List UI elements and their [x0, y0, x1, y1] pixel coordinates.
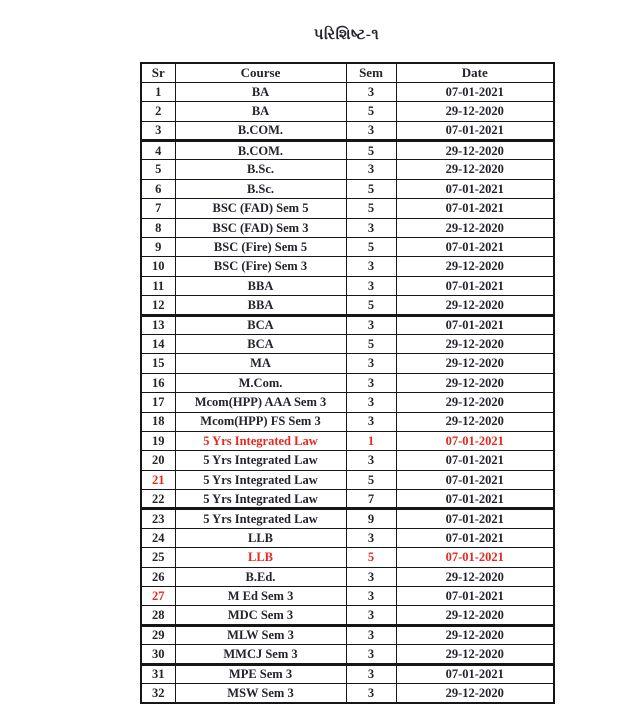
- column-header-date: Date: [396, 63, 554, 82]
- cell-date: 29-12-2020: [396, 625, 554, 644]
- table-row: [141, 625, 554, 644]
- cell-sr: 28: [141, 606, 175, 625]
- cell-date: 07-01-2021: [396, 315, 554, 334]
- cell-sr: 24: [141, 528, 175, 547]
- table-row: [141, 141, 554, 160]
- cell-course: 5 Yrs Integrated Law: [175, 509, 346, 528]
- cell-sem: 3: [346, 160, 396, 179]
- table-row: [141, 315, 554, 334]
- cell-sem: 3: [346, 257, 396, 276]
- table-row: [141, 160, 554, 179]
- cell-date: 29-12-2020: [396, 393, 554, 412]
- cell-sem: 3: [346, 684, 396, 703]
- cell-sr: 19: [141, 431, 175, 450]
- cell-sem: 3: [346, 606, 396, 625]
- cell-sr: 12: [141, 296, 175, 315]
- table-row: [141, 354, 554, 373]
- column-header-sem: Sem: [346, 63, 396, 82]
- cell-date: 07-01-2021: [396, 509, 554, 528]
- cell-course: Mcom(HPP) FS Sem 3: [175, 412, 346, 431]
- cell-course: MMCJ Sem 3: [175, 645, 346, 664]
- cell-sem: 3: [346, 276, 396, 295]
- table-row: [141, 470, 554, 489]
- table-row: [141, 82, 554, 101]
- cell-sr: 1: [141, 82, 175, 101]
- table-row: [141, 528, 554, 547]
- cell-sem: 3: [346, 528, 396, 547]
- cell-sr: 29: [141, 625, 175, 644]
- table-row: [141, 606, 554, 625]
- cell-sr: 7: [141, 199, 175, 218]
- cell-course: B.Ed.: [175, 567, 346, 586]
- cell-sem: 5: [346, 548, 396, 567]
- cell-date: 29-12-2020: [396, 160, 554, 179]
- cell-sr: 17: [141, 393, 175, 412]
- cell-date: 29-12-2020: [396, 334, 554, 353]
- cell-date: 29-12-2020: [396, 412, 554, 431]
- cell-sem: 3: [346, 451, 396, 470]
- table-row: [141, 684, 554, 703]
- cell-sem: 3: [346, 664, 396, 683]
- cell-date: 07-01-2021: [396, 451, 554, 470]
- table-row: [141, 412, 554, 431]
- table-row: [141, 257, 554, 276]
- table-row: [141, 509, 554, 528]
- cell-course: Mcom(HPP) AAA Sem 3: [175, 393, 346, 412]
- column-header-sr: Sr: [141, 63, 175, 82]
- cell-course: B.COM.: [175, 121, 346, 140]
- cell-course: 5 Yrs Integrated Law: [175, 490, 346, 509]
- cell-sr: 11: [141, 276, 175, 295]
- cell-course: BSC (Fire) Sem 3: [175, 257, 346, 276]
- cell-sem: 1: [346, 431, 396, 450]
- cell-course: MA: [175, 354, 346, 373]
- cell-sem: 3: [346, 393, 396, 412]
- cell-date: 07-01-2021: [396, 276, 554, 295]
- cell-course: BBA: [175, 296, 346, 315]
- table-row: [141, 218, 554, 237]
- cell-course: BCA: [175, 334, 346, 353]
- cell-course: MLW Sem 3: [175, 625, 346, 644]
- cell-date: 29-12-2020: [396, 606, 554, 625]
- cell-date: 07-01-2021: [396, 587, 554, 606]
- table-row: [141, 490, 554, 509]
- cell-sem: 5: [346, 470, 396, 489]
- cell-date: 07-01-2021: [396, 548, 554, 567]
- cell-sr: 31: [141, 664, 175, 683]
- table-row: [141, 179, 554, 198]
- header-row: [141, 63, 554, 82]
- cell-date: 07-01-2021: [396, 664, 554, 683]
- cell-sem: 3: [346, 645, 396, 664]
- cell-sr: 4: [141, 141, 175, 160]
- cell-sr: 15: [141, 354, 175, 373]
- table-row: [141, 334, 554, 353]
- cell-sr: 26: [141, 567, 175, 586]
- table-row: [141, 199, 554, 218]
- exam-schedule-table: [140, 62, 555, 704]
- cell-sr: 20: [141, 451, 175, 470]
- cell-sem: 3: [346, 218, 396, 237]
- cell-course: BSC (Fire) Sem 5: [175, 238, 346, 257]
- cell-sem: 5: [346, 296, 396, 315]
- cell-course: BSC (FAD) Sem 3: [175, 218, 346, 237]
- cell-course: LLB: [175, 528, 346, 547]
- table-row: [141, 102, 554, 121]
- cell-course: MSW Sem 3: [175, 684, 346, 703]
- table-row: [141, 548, 554, 567]
- cell-date: 07-01-2021: [396, 179, 554, 198]
- page-title: પરિશિષ્ટ-૧: [313, 27, 380, 43]
- cell-course: BA: [175, 102, 346, 121]
- cell-sr: 13: [141, 315, 175, 334]
- cell-date: 29-12-2020: [396, 684, 554, 703]
- table-body: [141, 82, 554, 703]
- cell-date: 07-01-2021: [396, 490, 554, 509]
- cell-course: B.COM.: [175, 141, 346, 160]
- table-row: [141, 276, 554, 295]
- cell-date: 29-12-2020: [396, 257, 554, 276]
- cell-date: 07-01-2021: [396, 199, 554, 218]
- cell-date: 29-12-2020: [396, 354, 554, 373]
- cell-date: 29-12-2020: [396, 102, 554, 121]
- cell-sr: 3: [141, 121, 175, 140]
- table-row: [141, 238, 554, 257]
- cell-sr: 22: [141, 490, 175, 509]
- cell-course: 5 Yrs Integrated Law: [175, 431, 346, 450]
- cell-course: B.Sc.: [175, 179, 346, 198]
- table-header: [141, 63, 554, 82]
- cell-course: B.Sc.: [175, 160, 346, 179]
- cell-date: 07-01-2021: [396, 238, 554, 257]
- cell-course: MDC Sem 3: [175, 606, 346, 625]
- cell-date: 29-12-2020: [396, 218, 554, 237]
- cell-sr: 30: [141, 645, 175, 664]
- cell-sr: 2: [141, 102, 175, 121]
- cell-sem: 3: [346, 315, 396, 334]
- cell-date: 07-01-2021: [396, 470, 554, 489]
- cell-course: BCA: [175, 315, 346, 334]
- table-row: [141, 451, 554, 470]
- cell-sr: 18: [141, 412, 175, 431]
- cell-course: 5 Yrs Integrated Law: [175, 470, 346, 489]
- cell-sr: 8: [141, 218, 175, 237]
- cell-sem: 3: [346, 121, 396, 140]
- table-row: [141, 393, 554, 412]
- cell-sr: 27: [141, 587, 175, 606]
- cell-course: MPE Sem 3: [175, 664, 346, 683]
- cell-sem: 7: [346, 490, 396, 509]
- cell-sem: 3: [346, 412, 396, 431]
- cell-sem: 3: [346, 373, 396, 392]
- table-row: [141, 121, 554, 140]
- cell-sem: 3: [346, 625, 396, 644]
- cell-sr: 14: [141, 334, 175, 353]
- cell-date: 07-01-2021: [396, 82, 554, 101]
- table-row: [141, 567, 554, 586]
- cell-sem: 3: [346, 567, 396, 586]
- cell-date: 29-12-2020: [396, 373, 554, 392]
- cell-sr: 23: [141, 509, 175, 528]
- cell-date: 07-01-2021: [396, 121, 554, 140]
- table-row: [141, 296, 554, 315]
- cell-sr: 21: [141, 470, 175, 489]
- table-row: [141, 645, 554, 664]
- cell-sr: 32: [141, 684, 175, 703]
- cell-course: M Ed Sem 3: [175, 587, 346, 606]
- cell-sr: 9: [141, 238, 175, 257]
- cell-sem: 3: [346, 354, 396, 373]
- cell-sem: 5: [346, 179, 396, 198]
- cell-sem: 5: [346, 199, 396, 218]
- cell-sem: 5: [346, 238, 396, 257]
- cell-date: 29-12-2020: [396, 567, 554, 586]
- column-header-course: Course: [175, 63, 346, 82]
- cell-sem: 5: [346, 141, 396, 160]
- cell-course: M.Com.: [175, 373, 346, 392]
- cell-sem: 3: [346, 82, 396, 101]
- cell-course: BA: [175, 82, 346, 101]
- cell-date: 07-01-2021: [396, 528, 554, 547]
- cell-sr: 16: [141, 373, 175, 392]
- cell-date: 29-12-2020: [396, 141, 554, 160]
- table-row: [141, 587, 554, 606]
- cell-sr: 6: [141, 179, 175, 198]
- cell-sem: 9: [346, 509, 396, 528]
- cell-course: 5 Yrs Integrated Law: [175, 451, 346, 470]
- cell-date: 07-01-2021: [396, 431, 554, 450]
- cell-course: LLB: [175, 548, 346, 567]
- table-row: [141, 373, 554, 392]
- table-row: [141, 431, 554, 450]
- cell-date: 29-12-2020: [396, 296, 554, 315]
- cell-date: 29-12-2020: [396, 645, 554, 664]
- cell-sr: 25: [141, 548, 175, 567]
- cell-course: BSC (FAD) Sem 5: [175, 199, 346, 218]
- cell-sem: 5: [346, 102, 396, 121]
- cell-sr: 10: [141, 257, 175, 276]
- cell-course: BBA: [175, 276, 346, 295]
- table-row: [141, 664, 554, 683]
- cell-sr: 5: [141, 160, 175, 179]
- cell-sem: 5: [346, 334, 396, 353]
- cell-sem: 3: [346, 587, 396, 606]
